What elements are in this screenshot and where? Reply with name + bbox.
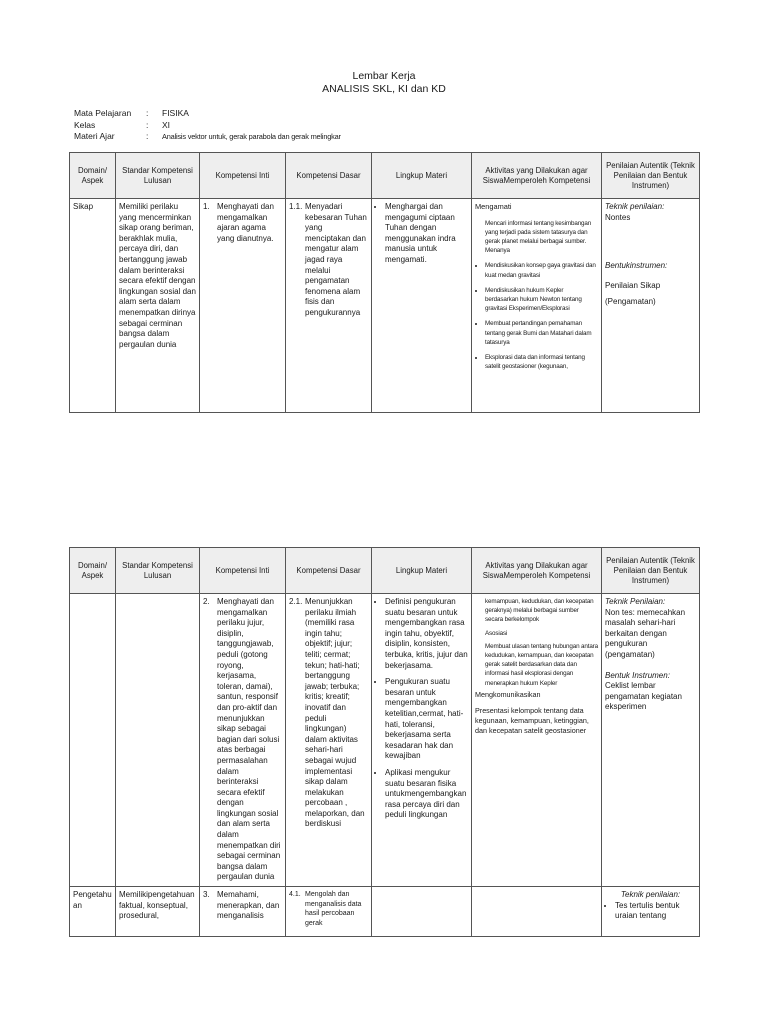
meta-key: Mata Pelajaran [74,108,132,118]
header-kd: Kompetensi Dasar [286,153,372,199]
analysis-table-2 [69,547,700,937]
meta-key: Materi Ajar [74,131,115,141]
cell-materi [372,199,472,413]
kd-number: 2.1. [289,597,303,606]
ki-text: Menghayati dan mengamalkan perilaku jujur, disiplin, tanggungjawab, peduli (gotong royong, kerjasama, toleran, damai), santun, responsif dan pro-aktif dan menunjukkan sikap sebagai bagian dari solusi atas berbagai permasalahan dalam berinteraksi secara efektif dengan lingkungan sosial dan alam serta dalam menempatkan diri sebagai cerminan bangsa dalam pergaulan dunia [217,597,281,882]
header-domain: Domain/ Aspek [70,153,116,199]
table-row [70,199,700,413]
cell-aktivitas [472,199,602,413]
penilaian-value-3: (Pengamatan) [605,297,656,307]
materi-item: • Aplikasi mengukur suatu besaran fisika untukmengembangkan rasa percaya diri dan peduli lingkungan [385,768,468,821]
penilaian-value-2: Penilaian Sikap [605,280,661,290]
kd-text: Mengolah dan menganalisis data hasil percobaan gerak [305,891,362,927]
kd-text: Menyadari kebesaran Tuhan yang menciptakan dan mengatur alam jagad raya melalui pengamatan fenomena alam fisis dan pengukurannya [305,202,367,317]
ki-number: 3. [203,890,210,900]
meta-colon: : [146,119,149,130]
meta-block [74,108,341,143]
kd-number: 4.1. [289,891,301,899]
cell-ki [200,594,286,887]
aktivitas-text: kemampuan, kedudukan, dan kecepatan geraknya) melalui berbagai sumber secara berkelompok [485,598,594,624]
table-row [70,887,700,937]
materi-item: • Pengukuran suatu besaran untuk mengembangkan ketelitian,cermat, hati-hati, toleransi, bekerjasama serta kesadaran hak dan kewajiban [385,677,468,762]
penilaian-value: Non tes: memecahkan masalah sehari-hari berkaitan dengan pengukuran (pengamatan) [605,607,686,659]
meta-key: Kelas [74,119,96,130]
ki-number: 2. [203,597,210,606]
ki-number: 1. [203,202,210,211]
kd-number: 1.1. [289,202,303,211]
header-ki: Kompetensi Inti [200,548,286,594]
header-aktivitas: Aktivitas yang Dilakukan agar SiswaMemperoleh Kompetensi [472,548,602,594]
penilaian-label: Teknik Penilaian: [605,597,666,606]
meta-row-material [74,131,341,143]
header-kd: Kompetensi Dasar [286,548,372,594]
cell-domain: Pengetahuan [70,887,116,937]
ki-text: Memahami, menerapkan, dan menganalisis [217,890,280,921]
cell-skl [116,594,200,887]
cell-domain [70,594,116,887]
penilaian-value-2: Ceklist lembar pengamatan kegiatan eksperimen [605,681,682,712]
cell-aktivitas [472,887,602,937]
table-row [70,594,700,887]
meta-value: FISIKA [162,108,189,118]
ki-text: Menghayati dan mengamalkan ajaran agama yang dianutnya. [217,202,274,243]
cell-penilaian [602,199,700,413]
penilaian-label: Teknik penilaian: [620,890,681,900]
cell-kd [286,887,372,937]
cell-kd [286,199,372,413]
aktivitas-heading: Asosiasi [485,629,508,637]
penilaian-label-2: Bentuk Instrumen: [605,670,670,680]
aktivitas-item: • Membuat pertandingan pemahaman tentang gerak Bumi dan Matahari dalam tatasurya [485,319,598,347]
analysis-table-1 [69,152,700,413]
document-title: Lembar Kerja [352,70,416,82]
kd-text: Menunjukkan perilaku ilmiah (memiliki rasa ingin tahu; objektif; jujur; teliti; cermat; tekun; hati-hati; bertanggung jawab; terbuka; kritis; kreatif; inovatif dan peduli lingkungan) dalam aktivitas sehari-hari sebagai wujud implementasi sikap dalam melakukan percobaan , melaporkan, dan berdiskusi [305,597,365,829]
meta-row-class [74,120,341,132]
aktivitas-text: Presentasi kelompok tentang data kegunaan, kemampuan, ketinggian, dan kecepatan satelit geostasioner [475,706,589,736]
header-skl: Standar Kompetensi Lulusan [116,153,200,199]
aktivitas-heading: Mengkomunikasikan [475,689,541,699]
aktivitas-item: • Eksplorasi data dan informasi tentang satelit geostasioner (kegunaan, [485,353,598,371]
header-penilaian: Penilaian Autentik (Teknik Penilaian dan Bentuk Instrumen) [602,153,700,199]
aktivitas-text: Membuat ulasan tentang hubungan antara kedudukan, kemampuan, dan kecepatan gerak satelit berdasarkan data dan informasi hasil eksplorasi dengan menerapkan hukum Kepler [485,642,598,687]
header-aktivitas: Aktivitas yang Dilakukan agar SiswaMemperoleh Kompetensi [472,153,602,199]
meta-colon: : [146,108,149,118]
penilaian-label: Teknik penilaian: [605,202,665,211]
aktivitas-heading: Mengamati [475,202,512,211]
header-materi: Lingkup Materi [372,548,472,594]
header-penilaian: Penilaian Autentik (Teknik Penilaian dan Bentuk Instrumen) [602,548,700,594]
cell-kd [286,594,372,887]
cell-skl: Memiliki perilaku yang mencerminkan sikap orang beriman, berakhlak mulia, percaya diri, dan bertanggung jawab dalam berinteraksi secara efektif dengan lingkungan sosial dan alam serta dalam menempatkan dirinya sebagai cerminan bangsa dalam pergaulan dunia [116,199,200,413]
meta-row-subject [74,108,341,120]
header-ki: Kompetensi Inti [200,153,286,199]
document-subtitle: ANALISIS SKL, KI dan KD [322,83,446,95]
cell-ki [200,199,286,413]
penilaian-label-2: Bentukinstrumen: [605,261,668,271]
aktivitas-item: • Mendiskusikan konsep gaya gravitasi dan kuat medan gravitasi [485,261,598,279]
penilaian-value: Nontes [605,212,631,222]
cell-domain: Sikap [70,199,116,413]
header-domain: Domain/ Aspek [70,548,116,594]
cell-penilaian [602,887,700,937]
aktivitas-item: • Mendiskusikan hukum Kepler berdasarkan hukum Newton tentang gravitasi Eksperimen/Eksplorasi [485,286,598,314]
table-header-row [70,548,700,594]
meta-colon: : [146,131,149,141]
header-materi: Lingkup Materi [372,153,472,199]
header-skl: Standar Kompetensi Lulusan [116,548,200,594]
cell-aktivitas [472,594,602,887]
materi-item: • Menghargai dan mengagumi ciptaan Tuhan dengan menggunakan indra manusia untuk mengamati. [385,202,468,266]
cell-materi [372,887,472,937]
penilaian-item: • Tes tertulis bentuk uraian tentang [615,901,696,922]
cell-skl: Memilikipengetahuan faktual, konseptual, prosedural, [116,887,200,937]
materi-item: • Definisi pengukuran suatu besaran untuk mengembangkan rasa ingin tahu, obyektif, disiplin, konsisten, terbuka, kritis, jujur dan bekerjasama. [385,597,468,671]
table-header-row [70,153,700,199]
aktivitas-intro: Mencari informasi tentang kesimbangan yang terjadi pada sistem tatasurya dan gerak planet melalui berbagai sumber. Menanya [485,219,592,255]
meta-value: Analisis vektor untuk, gerak parabola dan gerak melingkar [162,132,341,141]
cell-penilaian [602,594,700,887]
cell-ki [200,887,286,937]
meta-value: XI [162,119,171,130]
cell-materi [372,594,472,887]
